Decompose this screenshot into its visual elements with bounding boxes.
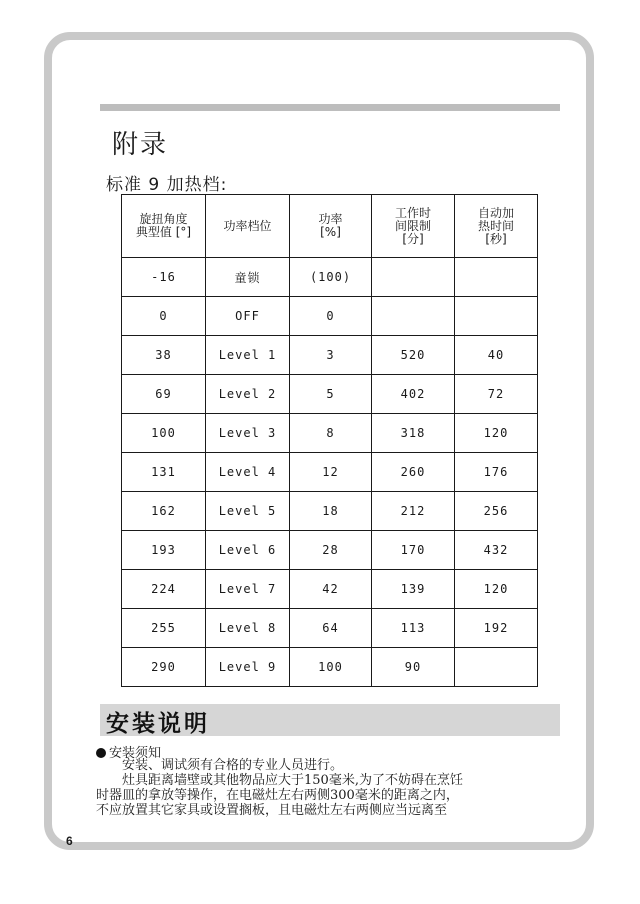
- cell-angle: 255: [122, 609, 206, 648]
- appendix-title: 附录: [112, 130, 169, 160]
- cell-auto-heat: [455, 258, 538, 297]
- cell-power: 100: [290, 648, 372, 687]
- page-number: 6: [66, 834, 73, 848]
- table-row: [122, 414, 538, 453]
- cell-angle: 69: [122, 375, 206, 414]
- cell-power: (100): [290, 258, 372, 297]
- bullet-icon: [96, 748, 106, 758]
- cell-angle: 100: [122, 414, 206, 453]
- cell-level: OFF: [206, 297, 290, 336]
- table-header-row: [122, 195, 538, 258]
- cell-level: Level 2: [206, 375, 290, 414]
- cell-angle: -16: [122, 258, 206, 297]
- cell-auto-heat: 192: [455, 609, 538, 648]
- header-power-level: 功率档位: [206, 195, 290, 258]
- cell-power: 5: [290, 375, 372, 414]
- table-row: [122, 492, 538, 531]
- cell-auto-heat: 432: [455, 531, 538, 570]
- table-row: [122, 453, 538, 492]
- header-time-limit: 工作时 间限制 [分]: [372, 195, 455, 258]
- cell-angle: 290: [122, 648, 206, 687]
- table-row: [122, 258, 538, 297]
- table-row: [122, 375, 538, 414]
- install-section-header: [100, 704, 560, 736]
- table-row: [122, 531, 538, 570]
- cell-power: 18: [290, 492, 372, 531]
- cell-time-limit: 260: [372, 453, 455, 492]
- header-knob-angle: 旋扭角度 典型值 [°]: [122, 195, 206, 258]
- cell-power: 12: [290, 453, 372, 492]
- cell-auto-heat: 256: [455, 492, 538, 531]
- install-line-1: 安装、调试须有合格的专业人员进行。: [96, 758, 344, 773]
- cell-auto-heat: 72: [455, 375, 538, 414]
- table-row: [122, 648, 538, 687]
- cell-level: Level 1: [206, 336, 290, 375]
- cell-time-limit: 520: [372, 336, 455, 375]
- install-section-title: 安装说明: [106, 711, 210, 737]
- cell-power: 64: [290, 609, 372, 648]
- cell-level: Level 7: [206, 570, 290, 609]
- cell-time-limit: [372, 258, 455, 297]
- cell-time-limit: 90: [372, 648, 455, 687]
- cell-angle: 162: [122, 492, 206, 531]
- cell-level: Level 4: [206, 453, 290, 492]
- header-power-percent: 功率 [%]: [290, 195, 372, 258]
- cell-power: 3: [290, 336, 372, 375]
- cell-power: 8: [290, 414, 372, 453]
- notice-heading-text: 安装须知: [109, 746, 162, 761]
- cell-angle: 0: [122, 297, 206, 336]
- cell-auto-heat: 120: [455, 414, 538, 453]
- heating-levels-title: 标准 9 加热档:: [106, 175, 228, 195]
- heating-levels-table: [121, 194, 538, 687]
- cell-auto-heat: [455, 297, 538, 336]
- cell-level: Level 5: [206, 492, 290, 531]
- cell-time-limit: 318: [372, 414, 455, 453]
- cell-level: Level 3: [206, 414, 290, 453]
- cell-angle: 38: [122, 336, 206, 375]
- cell-level: Level 6: [206, 531, 290, 570]
- cell-auto-heat: 176: [455, 453, 538, 492]
- cell-level: Level 9: [206, 648, 290, 687]
- cell-time-limit: 402: [372, 375, 455, 414]
- cell-time-limit: 170: [372, 531, 455, 570]
- cell-power: 0: [290, 297, 372, 336]
- cell-angle: 131: [122, 453, 206, 492]
- cell-time-limit: 139: [372, 570, 455, 609]
- cell-time-limit: 113: [372, 609, 455, 648]
- cell-auto-heat: [455, 648, 538, 687]
- cell-time-limit: 212: [372, 492, 455, 531]
- cell-level: Level 8: [206, 609, 290, 648]
- install-line-3: 时器皿的拿放等操作，在电磁灶左右两侧300毫米的距离之内，: [96, 788, 459, 803]
- cell-power: 28: [290, 531, 372, 570]
- table-row: [122, 297, 538, 336]
- cell-power: 42: [290, 570, 372, 609]
- header-auto-heat: 自动加 热时间 [秒]: [455, 195, 538, 258]
- table-row: [122, 336, 538, 375]
- cell-auto-heat: 40: [455, 336, 538, 375]
- cell-level: 童锁: [206, 258, 290, 297]
- cell-angle: 224: [122, 570, 206, 609]
- table-row: [122, 609, 538, 648]
- cell-angle: 193: [122, 531, 206, 570]
- top-divider: [100, 104, 560, 111]
- cell-time-limit: [372, 297, 455, 336]
- table-row: [122, 570, 538, 609]
- install-line-4: 不应放置其它家具或设置搁板，且电磁灶左右两侧应当远离至: [96, 803, 448, 818]
- cell-auto-heat: 120: [455, 570, 538, 609]
- install-line-2: 灶具距离墙壁或其他物品应大于150毫米,为了不妨碍在烹饪: [96, 773, 463, 788]
